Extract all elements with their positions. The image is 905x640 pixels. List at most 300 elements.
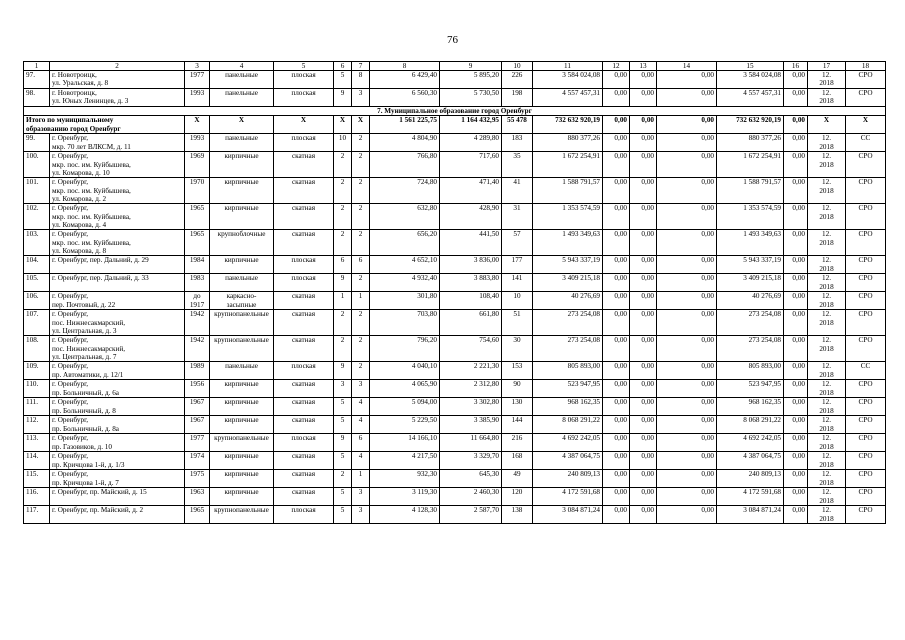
column-number: 3	[185, 62, 210, 71]
method: СРО	[846, 256, 886, 274]
total-roof: X	[274, 116, 334, 134]
floors: 5	[334, 416, 352, 434]
term-line: 12.	[822, 380, 831, 389]
header-row	[24, 62, 886, 71]
build-year-line: 1977	[189, 434, 205, 443]
entrances: 3	[352, 488, 370, 506]
row-number: 103.	[24, 230, 50, 256]
cost-col12: 0,00	[603, 230, 630, 256]
living-area: 3 329,70	[440, 452, 502, 470]
address-line: г. Оренбург,	[52, 134, 89, 143]
floors: 5	[334, 452, 352, 470]
wall-material	[210, 362, 274, 380]
term	[808, 488, 846, 506]
living-area: 645,30	[440, 470, 502, 488]
total-year: X	[185, 116, 210, 134]
build-year	[185, 274, 210, 292]
wall-material	[210, 178, 274, 204]
living-area: 661,80	[440, 310, 502, 336]
term	[808, 230, 846, 256]
method: СРО	[846, 506, 886, 524]
residents: 49	[502, 470, 533, 488]
address-line: г. Оренбург,	[52, 152, 89, 161]
term-line: 2018	[819, 264, 834, 273]
total-area: 796,20	[370, 336, 440, 362]
address-line: г. Оренбург, пер. Дальний, д. 33	[52, 274, 149, 283]
wall-material	[210, 336, 274, 362]
cost-col13: 0,00	[630, 71, 657, 89]
build-year-line: 1984	[189, 256, 205, 265]
entrances: 2	[352, 336, 370, 362]
living-area: 428,90	[440, 204, 502, 230]
wall-material	[210, 380, 274, 398]
wall-material-line: панельные	[225, 134, 258, 143]
total-area: 4 932,40	[370, 274, 440, 292]
address-line: мкр. пос. им. Куйбышева,	[52, 212, 131, 221]
roof-type: скатная	[274, 230, 334, 256]
cost-col16: 0,00	[784, 506, 808, 524]
column-number: 12	[603, 62, 630, 71]
roof-type: плоская	[274, 134, 334, 152]
term-line: 12.	[822, 274, 831, 283]
term	[808, 416, 846, 434]
method: СРО	[846, 71, 886, 89]
floors: 2	[334, 336, 352, 362]
column-number: 9	[440, 62, 502, 71]
cost-col14: 0,00	[657, 470, 717, 488]
build-year-line: 1965	[189, 230, 205, 239]
row-number: 112.	[24, 416, 50, 434]
wall-material	[210, 230, 274, 256]
cost-col12: 0,00	[603, 292, 630, 310]
cost-col14: 0,00	[657, 452, 717, 470]
term	[808, 362, 846, 380]
living-area: 5 895,20	[440, 71, 502, 89]
roof-type: скатная	[274, 204, 334, 230]
roof-type: скатная	[274, 178, 334, 204]
term-line: 2018	[819, 442, 834, 451]
entrances: 2	[352, 134, 370, 152]
term-line: 2018	[819, 318, 834, 327]
build-year-line: 1967	[189, 398, 205, 407]
floors: 9	[334, 434, 352, 452]
cost-col12: 0,00	[603, 452, 630, 470]
build-year	[185, 256, 210, 274]
cost-col13: 0,00	[630, 134, 657, 152]
method: СРО	[846, 292, 886, 310]
address-line: г. Оренбург,	[52, 178, 89, 187]
cost: 273 254,08	[533, 336, 603, 362]
table-row	[24, 416, 886, 434]
column-number: 16	[784, 62, 808, 71]
living-area: 754,60	[440, 336, 502, 362]
cost-col16: 0,00	[784, 398, 808, 416]
living-area: 2 460,30	[440, 488, 502, 506]
row-number: 108.	[24, 336, 50, 362]
row-number: 115.	[24, 470, 50, 488]
cost-col13: 0,00	[630, 256, 657, 274]
total-floors: X	[334, 116, 352, 134]
table-row	[24, 506, 886, 524]
address-line: ул. Комарова, д. 10	[52, 168, 110, 177]
term-line: 2018	[819, 282, 834, 291]
residents: 120	[502, 488, 533, 506]
column-number: 18	[846, 62, 886, 71]
section-row	[24, 107, 886, 116]
cost-col14: 0,00	[657, 380, 717, 398]
address	[50, 416, 185, 434]
method: СРО	[846, 434, 886, 452]
residents: 141	[502, 274, 533, 292]
term-line: 2018	[819, 460, 834, 469]
total-label-line: Итого по муниципальному	[26, 116, 114, 125]
total-method: X	[846, 116, 886, 134]
entrances: 1	[352, 292, 370, 310]
method: СРО	[846, 452, 886, 470]
build-year	[185, 310, 210, 336]
address	[50, 380, 185, 398]
term-line: 2018	[819, 79, 834, 88]
total-term: X	[808, 116, 846, 134]
table-row	[24, 452, 886, 470]
row-number: 101.	[24, 178, 50, 204]
table-row	[24, 488, 886, 506]
method: СРО	[846, 380, 886, 398]
cost: 1 353 574,59	[533, 204, 603, 230]
term-line: 12.	[822, 134, 831, 143]
cost-col16: 0,00	[784, 434, 808, 452]
term	[808, 71, 846, 89]
build-year	[185, 336, 210, 362]
method: СРО	[846, 310, 886, 336]
term-line: 2018	[819, 300, 834, 309]
build-year-line: 1970	[189, 178, 205, 187]
cost-col15: 3 084 871,24	[717, 506, 784, 524]
cost-col15: 523 947,95	[717, 380, 784, 398]
total-area: 4 217,50	[370, 452, 440, 470]
address-line: пр. Автоматики, д. 12/1	[52, 370, 124, 379]
cost: 4 172 591,68	[533, 488, 603, 506]
address-line: пр. Кричцова 1-й, д. 7	[52, 478, 119, 487]
entrances: 6	[352, 434, 370, 452]
wall-material-line: панельные	[225, 274, 258, 283]
cost-col14: 0,00	[657, 152, 717, 178]
cost-col12: 0,00	[603, 310, 630, 336]
living-area: 441,50	[440, 230, 502, 256]
total-label-line: образованию город Оренбург	[26, 124, 121, 133]
cost-col15: 805 893,00	[717, 362, 784, 380]
table-row	[24, 398, 886, 416]
method: СРО	[846, 398, 886, 416]
term-line: 2018	[819, 424, 834, 433]
cost-col13: 0,00	[630, 470, 657, 488]
address-line: г. Оренбург,	[52, 336, 89, 345]
living-area: 2 312,80	[440, 380, 502, 398]
entrances: 4	[352, 452, 370, 470]
address-line: пр. Больничный, д. 6а	[52, 388, 119, 397]
column-number: 6	[334, 62, 352, 71]
entrances: 2	[352, 310, 370, 336]
term-line: 12.	[822, 452, 831, 461]
roof-type: плоская	[274, 506, 334, 524]
cost-col16: 0,00	[784, 488, 808, 506]
term-line: 12.	[822, 152, 831, 161]
roof-type: скатная	[274, 152, 334, 178]
living-area: 2 587,70	[440, 506, 502, 524]
address	[50, 134, 185, 152]
cost-col16: 0,00	[784, 230, 808, 256]
build-year	[185, 89, 210, 107]
cost-col12: 0,00	[603, 152, 630, 178]
table-row	[24, 178, 886, 204]
address	[50, 204, 185, 230]
table-row	[24, 380, 886, 398]
term-line: 12.	[822, 292, 831, 301]
cost-col12: 0,00	[603, 488, 630, 506]
total-area: 1 561 225,75	[370, 116, 440, 134]
living-area: 108,40	[440, 292, 502, 310]
table-row	[24, 470, 886, 488]
address-line: г. Оренбург, пер. Дальний, д. 29	[52, 256, 149, 265]
term	[808, 452, 846, 470]
cost-col16: 0,00	[784, 204, 808, 230]
build-year	[185, 434, 210, 452]
build-year-line: 1975	[189, 470, 205, 479]
cost-col13: 0,00	[630, 230, 657, 256]
cost: 805 893,00	[533, 362, 603, 380]
floors: 6	[334, 256, 352, 274]
wall-material-line: кирпичные	[224, 178, 259, 187]
build-year-line: 1983	[189, 274, 205, 283]
term-line: 2018	[819, 388, 834, 397]
method: СРО	[846, 152, 886, 178]
cost-col16: 0,00	[784, 274, 808, 292]
residents: 226	[502, 71, 533, 89]
build-year-line: 1917	[189, 300, 205, 309]
address-line: мкр. пос. им. Куйбышева,	[52, 160, 131, 169]
term-line: 12.	[822, 89, 831, 98]
address-line: мкр. 70 лет ВЛКСМ, д. 11	[52, 142, 131, 151]
wall-material-line: кирпичные	[224, 398, 259, 407]
table-body	[24, 62, 886, 524]
table-row	[24, 134, 886, 152]
entrances: 3	[352, 89, 370, 107]
residents: 35	[502, 152, 533, 178]
address-line: пер. Почтовый, д. 22	[52, 300, 116, 309]
row-number: 111.	[24, 398, 50, 416]
roof-type: скатная	[274, 380, 334, 398]
cost-col14: 0,00	[657, 134, 717, 152]
residents: 198	[502, 89, 533, 107]
build-year-line: 1965	[189, 506, 205, 515]
total-area: 5 229,50	[370, 416, 440, 434]
address-line: пос. Нижнесакмарский,	[52, 344, 126, 353]
row-number: 110.	[24, 380, 50, 398]
address-line: мкр. пос. им. Куйбышева,	[52, 186, 131, 195]
total-area: 4 128,30	[370, 506, 440, 524]
method: СРО	[846, 89, 886, 107]
cost-col15: 3 584 024,08	[717, 71, 784, 89]
total-c15: 732 632 920,19	[717, 116, 784, 134]
row-number: 117.	[24, 506, 50, 524]
wall-material	[210, 292, 274, 310]
term	[808, 434, 846, 452]
floors: 5	[334, 71, 352, 89]
wall-material	[210, 256, 274, 274]
wall-material-line: крупнопанельные	[214, 506, 269, 515]
row-number: 104.	[24, 256, 50, 274]
term-line: 12.	[822, 310, 831, 319]
cost-col14: 0,00	[657, 488, 717, 506]
build-year-line: 1942	[189, 336, 205, 345]
build-year-line: 1969	[189, 152, 205, 161]
cost-col16: 0,00	[784, 310, 808, 336]
cost-col13: 0,00	[630, 398, 657, 416]
table-row	[24, 204, 886, 230]
roof-type: скатная	[274, 292, 334, 310]
term-line: 2018	[819, 160, 834, 169]
term-line: 12.	[822, 230, 831, 239]
term-line: 2018	[819, 478, 834, 487]
total-entrances: X	[352, 116, 370, 134]
cost-col12: 0,00	[603, 416, 630, 434]
total-residents: 55 478	[502, 116, 533, 134]
cost-col15: 5 943 337,19	[717, 256, 784, 274]
method: СРО	[846, 416, 886, 434]
total-area: 4 040,10	[370, 362, 440, 380]
entrances: 2	[352, 274, 370, 292]
wall-material-line: кирпичные	[224, 152, 259, 161]
cost-col13: 0,00	[630, 362, 657, 380]
address-line: г. Новотроицк,	[52, 71, 97, 80]
build-year	[185, 204, 210, 230]
address-line: г. Оренбург,	[52, 470, 89, 479]
column-number: 5	[274, 62, 334, 71]
wall-material-line: панельные	[225, 71, 258, 80]
cost-col12: 0,00	[603, 134, 630, 152]
living-area: 471,40	[440, 178, 502, 204]
build-year-line: 1963	[189, 488, 205, 497]
build-year-line: 1993	[189, 134, 205, 143]
residents: 153	[502, 362, 533, 380]
term	[808, 470, 846, 488]
term-line: 2018	[819, 514, 834, 523]
cost-col14: 0,00	[657, 89, 717, 107]
living-area: 3 385,90	[440, 416, 502, 434]
address-line: пр. Газовиков, д. 10	[52, 442, 112, 451]
wall-material-line: кирпичные	[224, 470, 259, 479]
address-line: ул. Юных Ленинцев, д. 3	[52, 97, 129, 106]
floors: 9	[334, 362, 352, 380]
cost-col13: 0,00	[630, 310, 657, 336]
term-line: 12.	[822, 470, 831, 479]
cost-col13: 0,00	[630, 336, 657, 362]
roof-type: скатная	[274, 398, 334, 416]
build-year	[185, 152, 210, 178]
address-line: г. Оренбург,	[52, 416, 89, 425]
cost: 968 162,35	[533, 398, 603, 416]
column-number: 15	[717, 62, 784, 71]
cost-col13: 0,00	[630, 416, 657, 434]
build-year	[185, 398, 210, 416]
term-line: 12.	[822, 336, 831, 345]
total-area: 5 094,00	[370, 398, 440, 416]
method: СС	[846, 134, 886, 152]
cost: 523 947,95	[533, 380, 603, 398]
column-number: 8	[370, 62, 440, 71]
term-line: 2018	[819, 496, 834, 505]
address	[50, 230, 185, 256]
method: СРО	[846, 336, 886, 362]
term-line: 12.	[822, 71, 831, 80]
build-year	[185, 380, 210, 398]
floors: 1	[334, 292, 352, 310]
cost-col12: 0,00	[603, 256, 630, 274]
wall-material	[210, 470, 274, 488]
cost-col14: 0,00	[657, 506, 717, 524]
entrances: 1	[352, 470, 370, 488]
row-number: 100.	[24, 152, 50, 178]
table-row	[24, 434, 886, 452]
wall-material-line: панельные	[225, 89, 258, 98]
address	[50, 434, 185, 452]
residents: 138	[502, 506, 533, 524]
table-row	[24, 292, 886, 310]
build-year-line: 1989	[189, 362, 205, 371]
term	[808, 178, 846, 204]
wall-material	[210, 398, 274, 416]
cost-col16: 0,00	[784, 89, 808, 107]
address	[50, 178, 185, 204]
wall-material-line: каркасно-	[226, 292, 257, 301]
term	[808, 398, 846, 416]
build-year	[185, 488, 210, 506]
wall-material-line: кирпичные	[224, 256, 259, 265]
column-number: 1	[24, 62, 50, 71]
roof-type: плоская	[274, 89, 334, 107]
total-c13: 0,00	[630, 116, 657, 134]
roof-type: плоская	[274, 434, 334, 452]
term	[808, 204, 846, 230]
living-area: 5 730,50	[440, 89, 502, 107]
row-number: 106.	[24, 292, 50, 310]
address-line: мкр. пос. им. Куйбышева,	[52, 238, 131, 247]
table-row	[24, 152, 886, 178]
roof-type: скатная	[274, 452, 334, 470]
residents: 144	[502, 416, 533, 434]
residents: 57	[502, 230, 533, 256]
column-number: 14	[657, 62, 717, 71]
address	[50, 152, 185, 178]
term-line: 12.	[822, 434, 831, 443]
cost-col16: 0,00	[784, 452, 808, 470]
cost-col14: 0,00	[657, 434, 717, 452]
floors: 10	[334, 134, 352, 152]
cost-col16: 0,00	[784, 380, 808, 398]
wall-material	[210, 506, 274, 524]
cost-col13: 0,00	[630, 274, 657, 292]
roof-type: плоская	[274, 274, 334, 292]
cost-col15: 3 409 215,18	[717, 274, 784, 292]
term	[808, 506, 846, 524]
term-line: 2018	[819, 344, 834, 353]
residents: 216	[502, 434, 533, 452]
cost: 4 692 242,05	[533, 434, 603, 452]
living-area: 717,60	[440, 152, 502, 178]
address-line: ул. Уральская, д. 8	[52, 79, 109, 88]
term-line: 2018	[819, 97, 834, 106]
address-line: пр. Больничный, д. 8а	[52, 424, 119, 433]
